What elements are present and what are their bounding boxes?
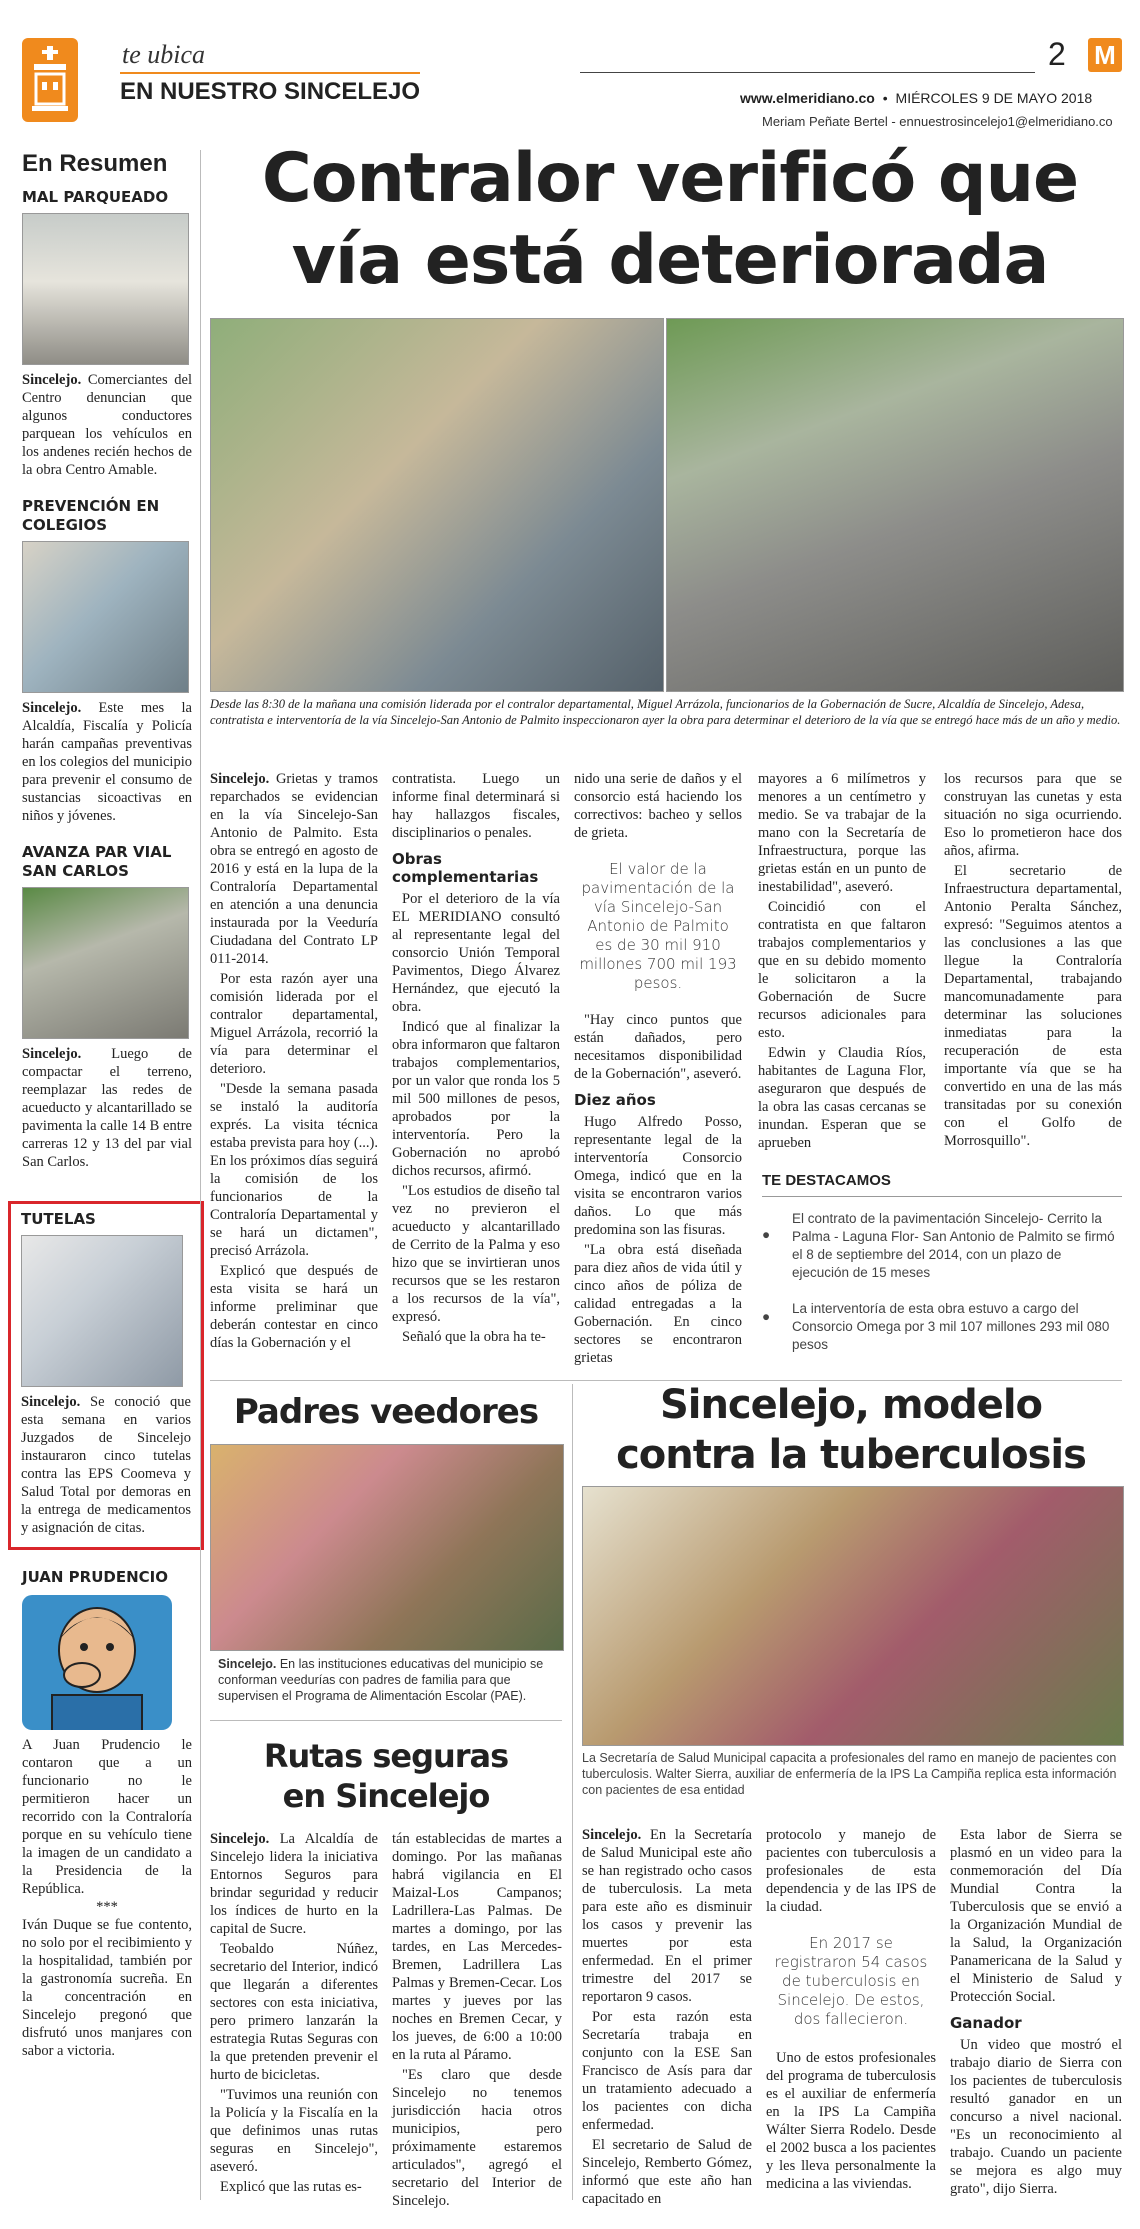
header-top-rule — [580, 72, 1035, 73]
destacamos-rule — [762, 1196, 1122, 1197]
section-rule — [120, 72, 420, 74]
sidebar-item-text: Sincelejo. Comerciantes del Centro denuncian que algunos conductores parquean los vehículos en los andenes recién hechos de la obra Centro Amable. — [22, 372, 192, 478]
main-photo-caption: Desde las 8:30 de la mañana una comisión liderada por el contralor departamental, Miguel Arrázola, funcionarios de la Gobernación de Sucre, Alcaldía de Sincelejo, Adesa, contratista e interventoría de la vía Sincelejo-San Antonio de Palmito inspeccionaron ayer la obra para determinar el deterioro de la vía que se entregó hace más de un año y medio. — [210, 697, 1121, 727]
sidebar-item-text: Sincelejo. Este mes la Alcaldía, Fiscalía y Policía harán campañas preventivas en los colegios del municipio para prevenir el consumo de sustancias sicoactivas en niños y jóvenes. — [22, 700, 192, 824]
section-logo — [22, 38, 78, 122]
lower-vertical-rule — [572, 1384, 573, 2200]
main-col-1: Sincelejo. Grietas y tramos reparchados se evidencian en la vía Sincelejo-San Antonio de Palmito. Esta obra se entregó en agosto de 2016 y está en la lupa de la Contraloría Departamental en atención a una denuncia instaurada por la Veeduría Ciudadana del Contrato LP 011-2014. Por esta razón ayer una comisión liderada por el contralor departamental, Miguel Arrázola, recorrió la vía para determinar el deterioro. "Desde la semana pasada se instaló la auditoría exprés. La visita técnica estaba prevista para hoy (...). En los próximos días seguirá la comisión de los funcionarios de la Contraloría Departamental y se hará un dictamen", precisó Arrázola. Explicó que después de esta visita se hará un informe preliminar que deberán contestar en cinco días la Gobernación y el — [210, 771, 378, 1351]
subhead: Diez años — [574, 1091, 656, 1109]
veedores-rule — [210, 1720, 562, 1721]
sidebar-separator: *** — [96, 1899, 118, 1915]
cartoon-illustration — [22, 1595, 172, 1730]
bullet-icon: ● — [762, 1227, 771, 1242]
sidebar-item-head: PREVENCIÓN EN COLEGIOS — [22, 497, 160, 534]
byline: Meriam Peñate Bertel - ennuestrosincelejo1@elmeridiano.co — [762, 114, 1113, 129]
parked-car-photo — [22, 213, 189, 365]
veedores-headline: Padres veedores — [233, 1392, 539, 1432]
sidebar-divider — [200, 150, 201, 2200]
page-number: 2 — [1048, 36, 1066, 72]
tb-col-2: protocolo y manejo de pacientes con tuberculosis a profesionales de esta dependencia y de las IPS de la ciudad. En 2017 se registraron 54 casos de tuberculosis en Sincelejo. De estos, dos fallecieron. Uno de estos profesionales del programa de tuberculosis es el auxiliar de enfermería en la IPS La Campiña Wálter Sierra Rodelo. Desde el 2002 busca a los pacientes y les lleva personalmente la medicina a las viviendas. — [766, 1827, 936, 2192]
sidebar-item-text: Sincelejo. Se conoció que esta semana en varios Juzgados de Sincelejo instauraron cinco tutelas contra las EPS Coomeva y Salud Total por demoras en la entrega de medicamentos y asignación de citas. — [21, 1394, 191, 1536]
cartoon-man-icon — [22, 1595, 172, 1730]
street-works-photo — [22, 887, 189, 1039]
tutelas-box — [8, 1201, 204, 1550]
main-col-3: nido una serie de daños y el consorcio está haciendo los correctivos: bacheo y sellos de grieta. El valor de la pavimentación de la vía Sincelejo-San Antonio de Palmito es de 30 mil 910 millones 700 mil 193 pesos. "Hay cinco puntos que están dañados, pero necesitamos disponibilidad de la Gobernación", aseveró. Diez años Hugo Alfredo Posso, representante legal de la interventoría Consorcio Omega, indicó que en la visita se encontraron varios daños. Lo que más predomina son las fisuras. "La obra está diseñada para diez años de vida útil y cinco años de póliza de calidad entregadas a la Gobernación. En cinco sectores se encontraron grietas — [574, 771, 742, 1366]
rutas-col-1: Sincelejo. La Alcaldía de Sincelejo lidera la iniciativa Entornos Seguros para brindar seguridad y reducir los índices de hurto en la capital de Sucre. Teobaldo Núñez, secretario del Interior, indicó que llegarán a diferentes sectores con esta iniciativa, pero primero lanzarán la estrategia Rutas Seguras con la que pretenden prevenir el hurto de bicicletas. "Tuvimos una reunión con la Policía y la Fiscalía en la que definimos unas rutas seguras en Sincelejo", aseveró. Explicó que las rutas es- — [210, 1831, 378, 2195]
pull-quote: El valor de la pavimentación de la vía Sincelejo-San Antonio de Palmito es de 30 mil 910 millones 700 mil 193 pesos. — [579, 860, 737, 992]
sidebar-item-head: TUTELAS — [21, 1210, 96, 1228]
destacamos-item: ● El contrato de la pavimentación Sincelejo- Cerrito la Palma - Laguna Flor- San Antonio de Palmito se firmó el 8 de septiembre del 2014, con un plazo de ejecución de 15 meses — [762, 1211, 1115, 1280]
header-dateline: www.elmeridiano.co • MIÉRCOLES 9 DE MAYO 2018 — [740, 90, 1093, 106]
parents-meeting-photo — [210, 1444, 564, 1651]
destacamos-title: TE DESTACAMOS — [762, 1172, 891, 1189]
section-title: EN NUESTRO SINCELEJO — [120, 78, 421, 105]
sidebar — [22, 140, 192, 2200]
sidebar-item-head: MAL PARQUEADO — [22, 188, 169, 206]
sidebar-item-text: Sincelejo. Luego de compactar el terreno, reemplazar las redes de acueducto y alcantarillado se pavimenta la calle 14 B entre carreras 12 y 13 del par vial San Carlos. — [22, 1046, 192, 1170]
pull-quote: En 2017 se registraron 54 casos de tuberculosis en Sincelejo. De estos, dos fallecieron. — [774, 1934, 928, 2028]
school-meeting-photo — [22, 541, 189, 693]
rutas-headline: Rutas seguras en Sincelejo — [263, 1737, 509, 1815]
main-headline: Contralor verificó que vía está deteriorada — [261, 139, 1079, 300]
veedores-caption: Sincelejo. En las instituciones educativas del municipio se conforman veedurías con padres de familia para que supervisen el Programa de Alimentación Escolar (PAE). — [218, 1657, 544, 1703]
website[interactable]: www.elmeridiano.co — [740, 90, 875, 106]
health-training-photo — [582, 1486, 1124, 1746]
inspection-photo — [210, 318, 664, 692]
sidebar-item-head: JUAN PRUDENCIO — [22, 1568, 169, 1586]
destacamos-item: ● La interventoría de esta obra estuvo a cargo del Consorcio Omega por 3 mil 107 millones 293 mil 080 pesos — [762, 1301, 1110, 1352]
cracked-road-photo — [666, 318, 1124, 692]
tuberculosis-headline: Sincelejo, modelo contra la tuberculosis — [616, 1382, 1086, 1478]
pharmacy-counter-photo — [21, 1235, 183, 1387]
main-col-2: contratista. Luego un informe final determinará si hay hallazgos fiscales, disciplinarios o penales. Obras complementarias Por el deterioro de la vía EL MERIDIANO consultó al representante legal del consorcio Unión Temporal Pavimentos, Diego Álvarez Hernández, que ejecutó la obra. Indicó que al finalizar la obra informaron que faltaron trabajos complementarios, por un valor que ronda los 5 mil 500 millones de pesos, aprobados por la interventoría. Pero la Gobernación no aprobó dichos recursos, afirmó. "Los estudios de diseño tal vez no previeron el acueducto y alcantarillado de Cerrito de la Palma y eso hizo que se invirtieran unos recursos que se les restaron a los recursos de la vía", expresó. Señaló que la obra ha te- — [392, 771, 560, 1345]
rutas-col-2: tán establecidas de martes a domingo. Por las mañanas habrá vigilancia en El Maizal-Los Campanos; Ladrillera-Las Palmas. De martes a domingo, por las tardes, en Las Mercedes-Bremen, Ladrillera Las Palmas y Bremen-Cecar. Los martes y jueves por las noches en Bremen Cecar, y los jueves, de 6:00 a 10:00 en la ruta al Páramo. "Es claro que desde Sincelejo no tenemos jurisdicción hacia otros municipios, pero próximamente estaremos articulados", agregó el secretario del Interior de Sincelejo. — [392, 1831, 562, 2209]
sidebar-item-head: AVANZA PAR VIAL SAN CARLOS — [22, 843, 172, 880]
tuberculosis-caption: La Secretaría de Salud Municipal capacita a profesionales del ramo en manejo de pacientes con tuberculosis. Walter Sierra, auxiliar de enfermería de la IPS La Campiña replica esta información con pacientes de esa entidad — [582, 1751, 1117, 1797]
bullet-icon: ● — [762, 1309, 771, 1324]
sidebar-item-text: A Juan Prudencio le contaron que a un funcionario no le permitieron hacer un recorrido con la Contraloría porque en su vehículo tiene la imagen de un candidato a la Presidencia de la República. — [22, 1737, 192, 1897]
main-col-5: los recursos para que se construyan las cunetas y esta situación no siga ocurriendo. Eso lo prometieron hace dos años, afirma. El secretario de Infraestructura departamental, Antonio Peralta Sánchez, expresó: "Seguimos atentos a las conclusiones a las que llegue la Contraloría Departamental, trabajando mancomunadamente para determinar las soluciones inmediatas para la recuperación de esta importante vía que se ha convertido en una de las más transitadas por su conexión con el Golfo de Morrosquillo". — [944, 771, 1122, 1149]
main-col-4: mayores a 6 milímetros y menores a un centímetro y medio. Se va trabajar de la mano con la Secretaría de Infraestructura, porque las grietas están en un punto de inestabilidad", aseveró. Coincidió con el contratista en que faltaron trabajos complementarios y que en su debido momento le solicitaron a la Gobernación de Sucre recursos adicionales para esto. Edwin y Claudia Ríos, habitantes de Laguna Flor, aseguraron que después de la obra las casas cercanas se inundan. Esperan que se aprueben — [758, 771, 926, 1151]
sidebar-item-text: Iván Duque se fue contento, no solo por el recibimiento y la hospitalidad, también por la gastronomía sucreña. En la concentración en Sincelejo pregonó que disfrutó unos manjares con sabor a victoria. — [22, 1917, 192, 2059]
tb-col-1: Sincelejo. En la Secretaría de Salud Municipal este año se han registrado ocho casos de tuberculosis. La meta para este año es disminuir los casos y prevenir las muertes por esta enfermedad. En el primer trimestre del 2017 se reportaron 9 casos. Por esta razón esta Secretaría trabaja en conjunto con la ESE San Francisco de Asís para dar un tratamiento adecuado a los pacientes con dicha enfermedad. El secretario de Salud de Sincelejo, Remberto Gómez, informó que este año han capacitado en — [582, 1827, 752, 2207]
tb-col-3: Esta labor de Sierra se plasmó en un video para la conmemoración del Día Mundial Contra la Tuberculosis que se envió a la Organización Mundial de la Salud, la Organización Panamericana de la Salud y el Ministerio de Salud y Protección Social. Ganador Un video que mostró el trabajo diario de Sierra con los pacientes de tuberculosis resultó ganador en un concurso a nivel nacional. "Es un reconocimiento al trabajo. Cuando un paciente se mejora es algo muy grato", dijo Sierra. — [950, 1827, 1122, 2197]
date: MIÉRCOLES 9 DE MAYO 2018 — [895, 90, 1093, 106]
subhead: Ganador — [950, 2014, 1022, 2032]
section-kicker: te ubica — [122, 40, 206, 69]
logo-badge: M — [1088, 38, 1122, 72]
sidebar-title: En Resumen — [22, 150, 168, 177]
subhead: Obras complementarias — [392, 850, 539, 886]
building-icon — [22, 38, 78, 122]
